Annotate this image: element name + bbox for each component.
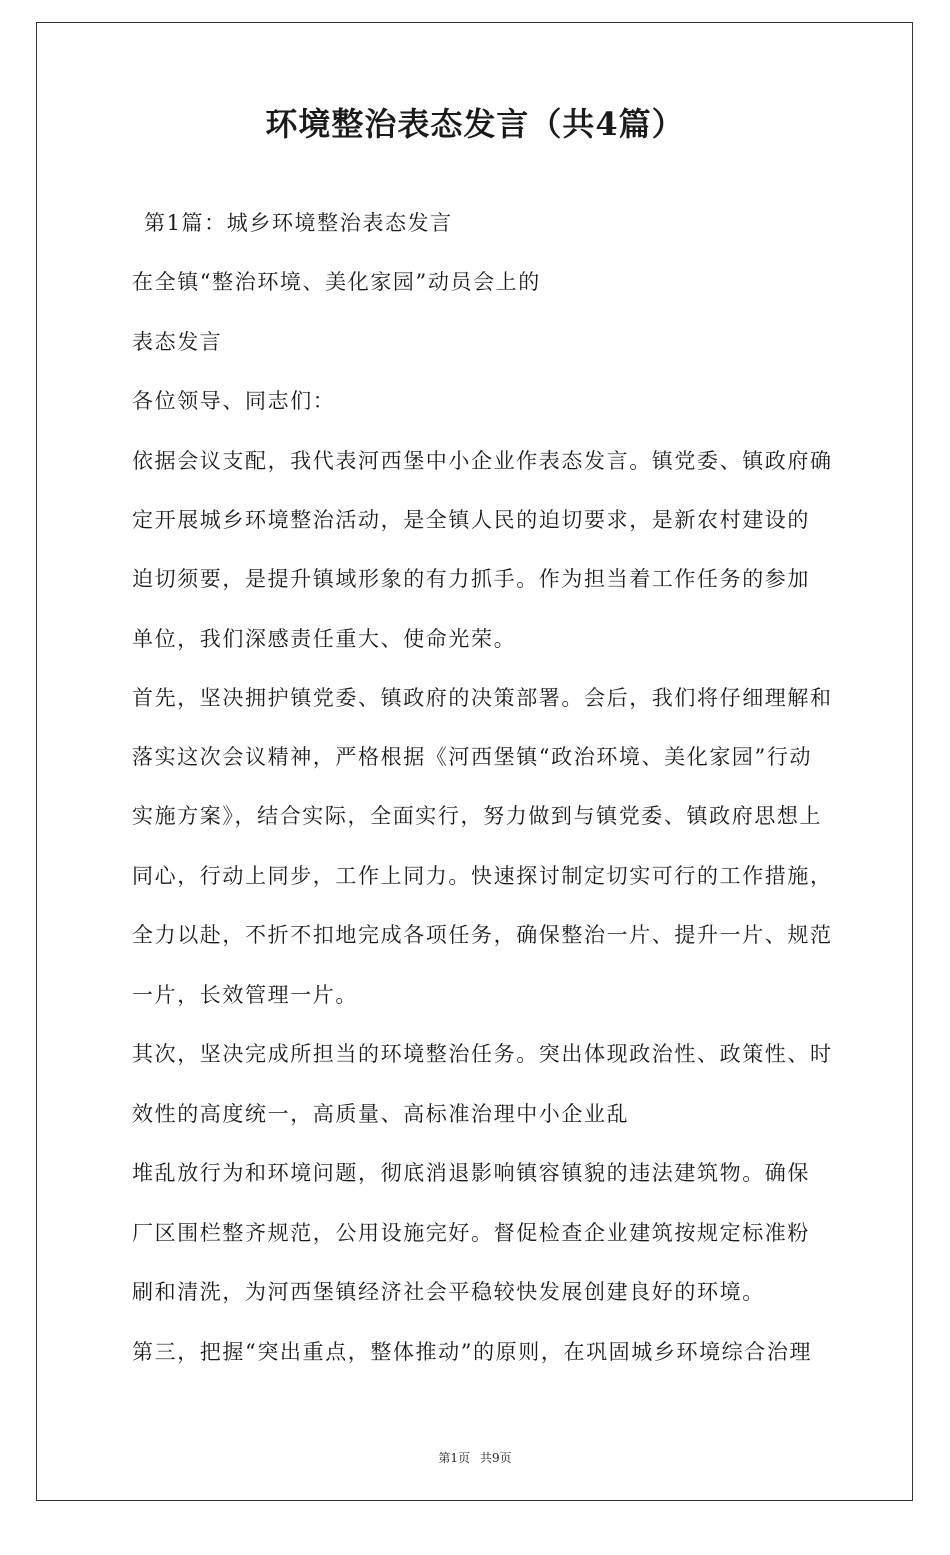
body-line: 首先，坚决拥护镇党委、镇政府的决策部署。会后，我们将仔细理解和 — [132, 686, 833, 710]
document-title: 环境整治表态发言（共4篇） — [265, 105, 685, 143]
page-footer — [0, 1450, 950, 1466]
body-line: 堆乱放行为和环境问题，彻底消退影响镇容镇貌的违法建筑物。确保 — [132, 1161, 810, 1185]
body-line: 表态发言 — [132, 330, 223, 354]
body-line: 厂区围栏整齐规范，公用设施完好。督促检查企业建筑按规定标准粉 — [132, 1221, 810, 1245]
body-line: 依据会议支配，我代表河西堡中小企业作表态发言。镇党委、镇政府确 — [132, 449, 833, 473]
body-line: 各位领导、同志们： — [132, 389, 336, 413]
body-line: 在全镇“整治环境、美化家园”动员会上的 — [132, 270, 541, 294]
page-total: 共9页 — [480, 1451, 512, 1465]
body-line: 定开展城乡环境整治活动，是全镇人民的迫切要求，是新农村建设的 — [132, 508, 810, 532]
body-line: 第三，把握“突出重点，整体推动”的原则，在巩固城乡环境综合治理 — [132, 1340, 813, 1364]
body-line: 迫切须要，是提升镇域形象的有力抓手。作为担当着工作任务的参加 — [132, 567, 810, 591]
body-line: 同心，行动上同步，工作上同力。快速探讨制定切实可行的工作措施， — [132, 864, 833, 888]
body-line: 实施方案》，结合实际，全面实行，努力做到与镇党委、镇政府思想上 — [132, 804, 823, 828]
body-line: 一片，长效管理一片。 — [132, 983, 358, 1007]
page-number: 第1页 — [438, 1451, 470, 1465]
body-line: 刷和清洗，为河西堡镇经济社会平稳较快发展创建良好的环境。 — [132, 1280, 765, 1304]
body-line: 其次，坚决完成所担当的环境整治任务。突出体现政治性、政策性、时 — [132, 1042, 833, 1066]
section-heading: 第1篇：城乡环境整治表态发言 — [144, 211, 453, 235]
body-line: 单位，我们深感责任重大、使命光荣。 — [132, 627, 517, 651]
body-line: 落实这次会议精神，严格根据《河西堡镇“政治环境、美化家园”行动 — [132, 745, 813, 769]
body-line: 全力以赴，不折不扣地完成各项任务，确保整治一片、提升一片、规范 — [132, 923, 833, 947]
body-line: 效性的高度统一，高质量、高标准治理中小企业乱 — [132, 1102, 630, 1126]
